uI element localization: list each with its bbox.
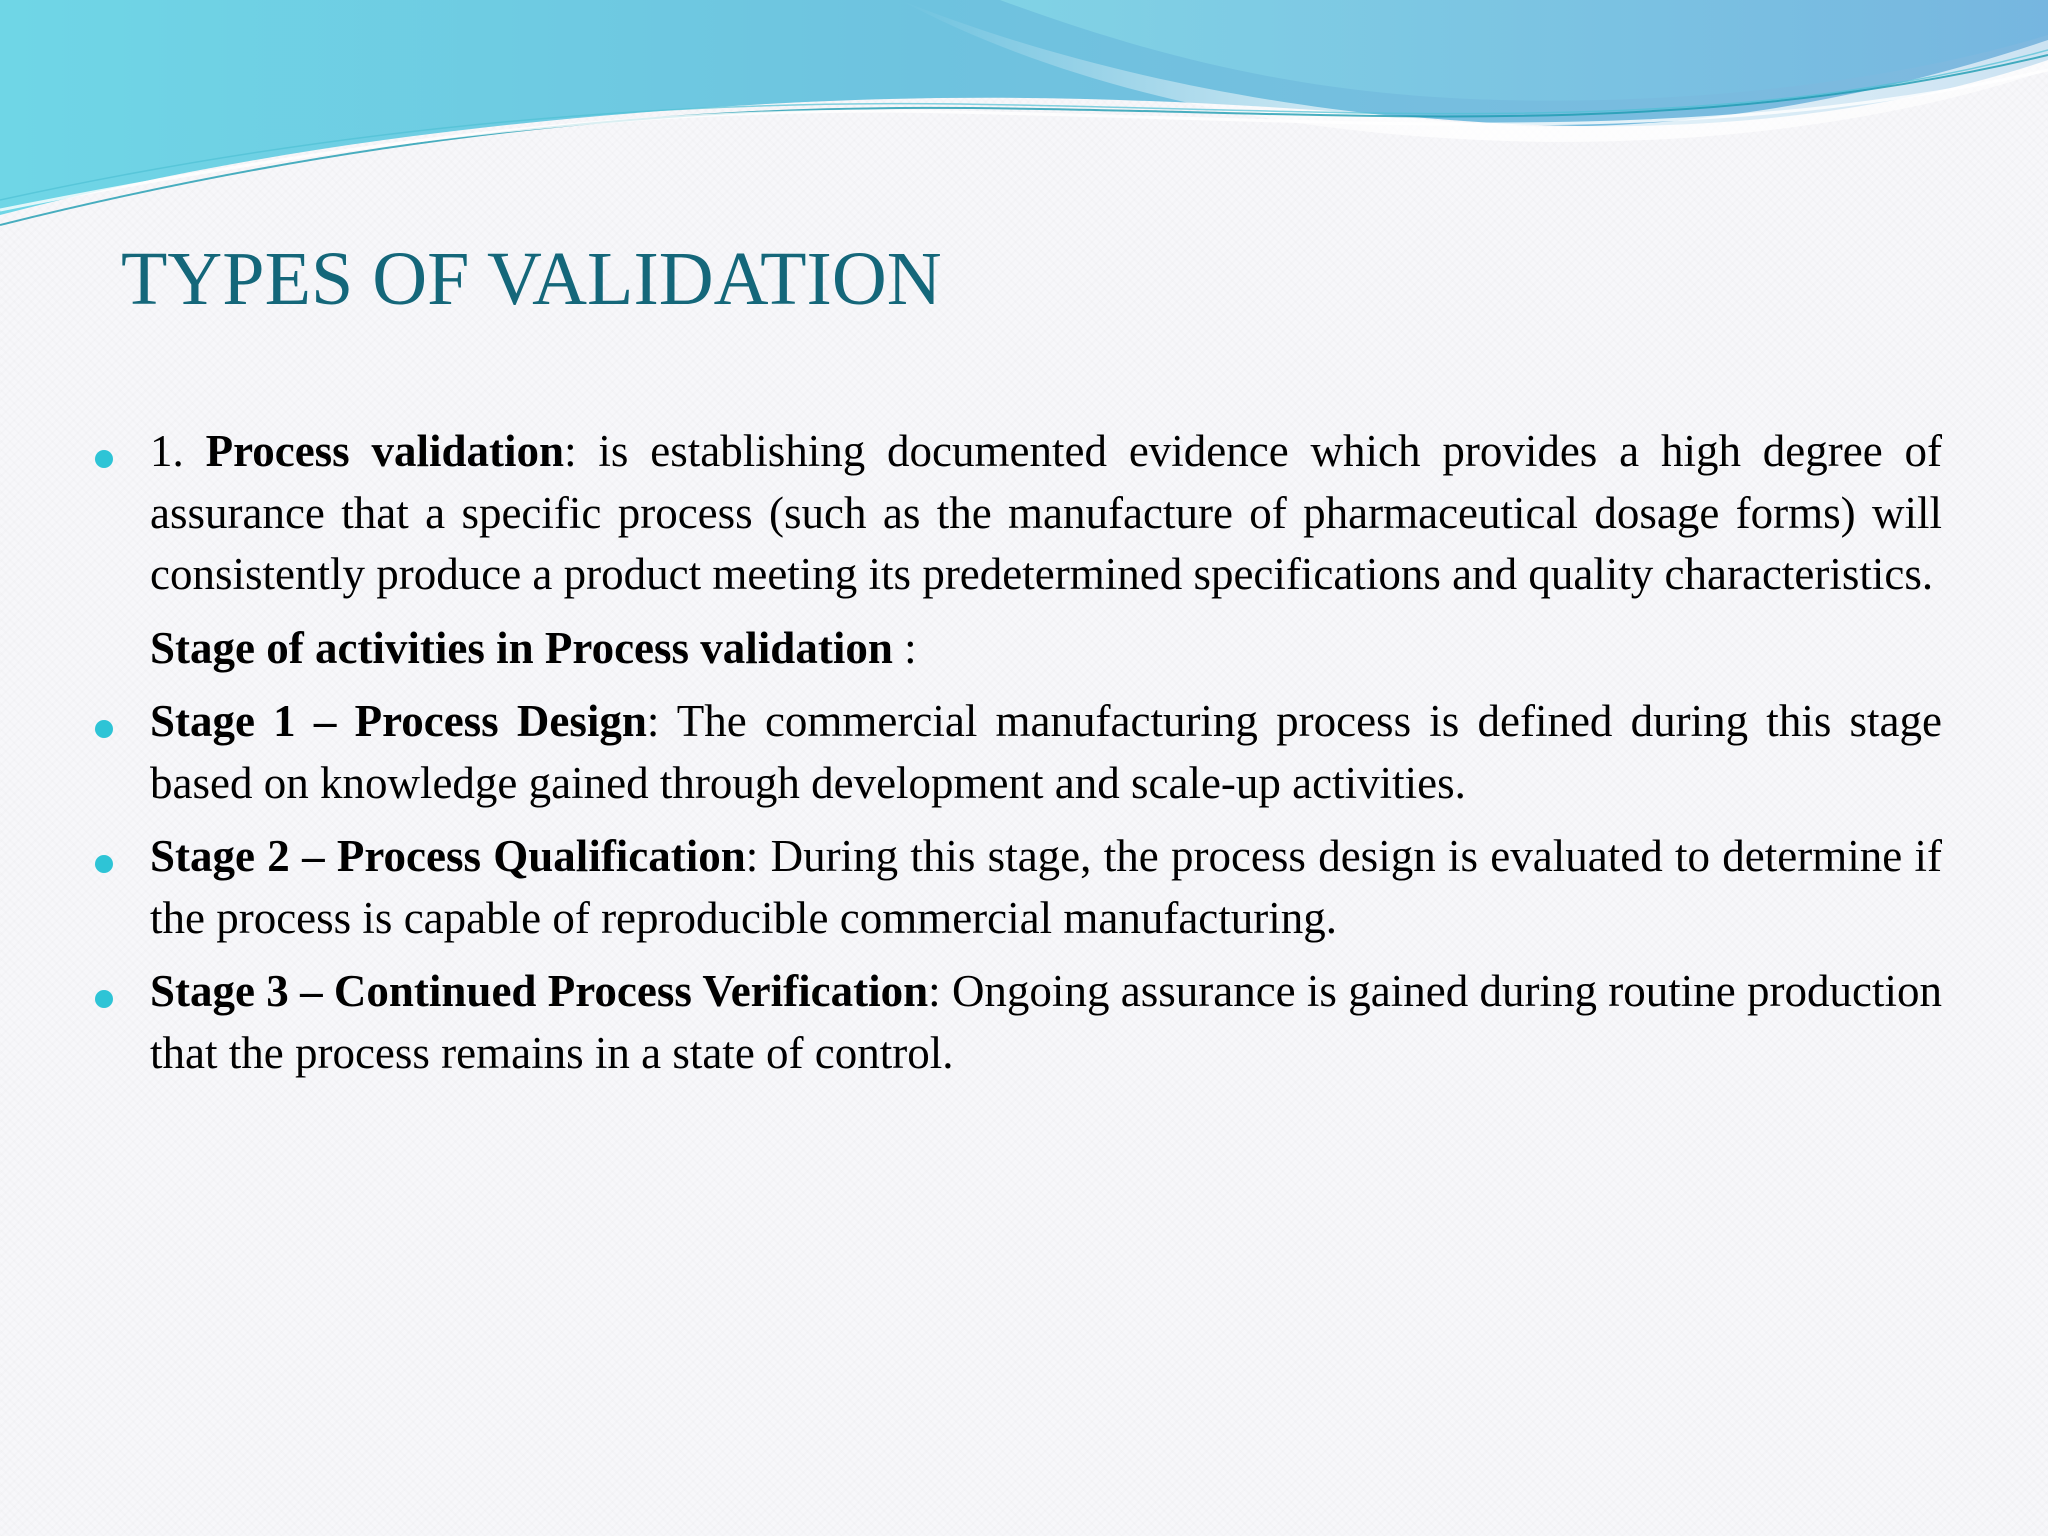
stage-text: : Ongoing assurance is gained during routine production that the process remains in a state of control.: [150, 966, 1942, 1078]
bullet-process-validation: [150, 421, 1942, 606]
bullet-stage-1: [150, 691, 1942, 814]
bullet-stage-3: [150, 961, 1942, 1084]
subheading-label: Stage of activities in Process validation: [150, 622, 893, 673]
stage-term: Stage 2 – Process Qualification: [150, 831, 746, 881]
bullet-icon: [95, 450, 113, 468]
bullet-icon: [95, 990, 113, 1008]
subheading: [150, 618, 1942, 680]
item-term: Process validation: [205, 426, 565, 476]
item-number: 1.: [150, 426, 184, 476]
stage-text: : The commercial manufacturing process is defined during this stage based on knowledge gained through development and scale-up activities.: [150, 696, 1942, 808]
stage-text: : During this stage, the process design is evaluated to determine if the process is capable of reproducible commercial manufacturing.: [150, 831, 1942, 943]
item-text: : is establishing documented evidence which provides a high degree of assurance that a specific process (such as the manufacture of pharmaceutical dosage forms) will consistently produce a product meeting its predetermined specifications and quality characteristics.: [150, 426, 1942, 599]
stage-term: Stage 3 – Continued Process Verification: [150, 966, 929, 1016]
slide-title: TYPES OF VALIDATION: [121, 237, 942, 321]
stage-term: Stage 1 – Process Design: [150, 696, 647, 746]
slide-body: [150, 421, 1942, 1084]
header-wave-decoration: [0, 0, 2048, 240]
subheading-suffix: :: [892, 622, 917, 673]
bullet-icon: [95, 855, 113, 873]
bullet-icon: [95, 720, 113, 738]
bullet-stage-2: [150, 826, 1942, 949]
